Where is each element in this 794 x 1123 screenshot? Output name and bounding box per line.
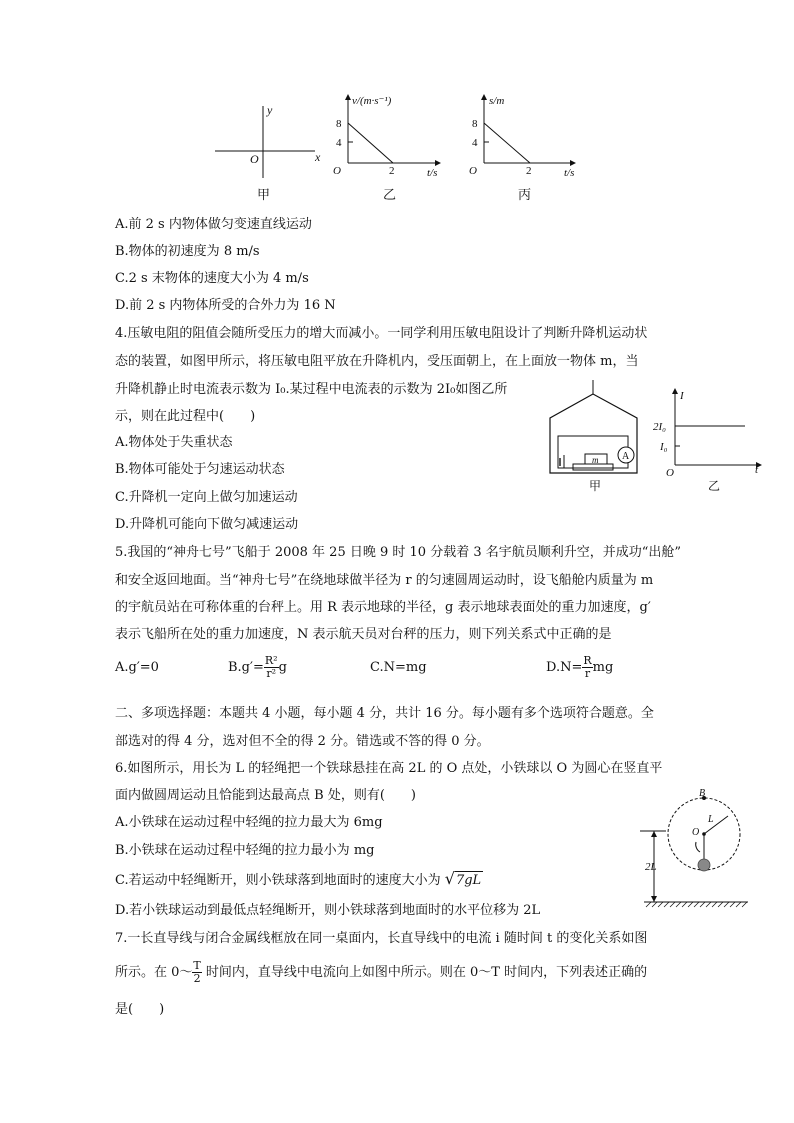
q6-option-d: D.若小铁球运动到最低点轻绳断开，则小铁球落到地面时的水平位移为 2L [115,903,541,918]
yi-tick-2: 2 [389,165,395,177]
q4-graph-i0: I₀ [660,441,668,453]
q7-stem-line-3: 是( ) [115,1002,165,1017]
q5-option-b-fraction [264,655,279,680]
q5-option-b-denominator: r² [266,667,277,680]
q6-option-a: A.小铁球在运动过程中轻绳的拉力最大为 6mg [115,815,383,830]
q4-fig-jia-caption: 甲 [589,479,602,493]
q4-option-b: B.物体可能处于匀速运动状态 [115,462,285,477]
q6-stem-line-2: 面内做圆周运动且恰能到达最高点 B 处，则有( ) [115,788,416,803]
q5-stem-line-1: 5.我国的“神舟七号”飞船于 2008 年 25 日晚 9 时 10 分载着 3 名宇航员顺利升空，并成功“出舱” [115,545,682,560]
yi-tick-8: 8 [336,118,342,130]
graph-jia [215,103,321,202]
q6-option-c [115,870,483,890]
q5-option-b [228,653,287,683]
q4-graph-origin: O [666,467,674,479]
q7-stem-line-2-prefix: 所示。在 0～ [115,965,193,980]
q6-circular-motion-figure [636,786,752,912]
q4-stem-line-2: 态的装置，如图甲所示，将压敏电阻平放在升降机内，受压面朝上，在上面放一物体 m，当 [115,354,639,369]
q6-fig-l-label: L [708,814,714,825]
ground-hatching [646,902,747,907]
section2-instructions-line-1: 二、多项选择题：本题共 4 小题，每小题 4 分，共计 16 分。每小题有多个选项符合题意。全 [115,706,654,721]
q4-elevator-figure [545,378,645,496]
q4-fig-ammeter-label: A [622,451,630,462]
q5-option-d-numerator: R [583,654,592,667]
graph-yi [333,94,441,202]
q5-option-b-prefix: B.g′= [228,660,264,675]
bing-tick-2: 2 [526,165,532,177]
q6-fig-b-label: B [699,788,706,799]
q5-option-d-suffix: mg [592,660,614,675]
q4-stem-line-1: 4.压敏电阻的阻值会随所受压力的增大而减小。一同学利用压敏电阻设计了判断升降机运动状 [115,326,648,341]
bing-caption: 丙 [518,187,532,202]
q7-fraction-numerator: T [193,959,201,972]
q4-stem-line-3: 升降机静止时电流表示数为 I₀.某过程中电流表的示数为 2I₀如图乙所 [115,382,508,397]
jia-x-label: x [315,150,321,164]
bing-tick-4: 4 [472,137,478,149]
bing-origin: O [469,165,477,177]
q3-option-c: C.2 s 末物体的速度大小为 4 m/s [115,271,309,286]
sqrt-icon: √ [444,869,455,888]
q5-option-d-fraction [582,655,592,680]
q5-option-c: C.N=mg [370,660,427,675]
q4-stem-line-4: 示，则在此过程中( ) [115,409,256,424]
q5-stem-line-3: 的宇航员站在可称体重的台秤上。用 R 表示地球的半径，g 表示地球表面处的重力加速度，g′ [115,600,651,615]
graph-bing [469,94,576,202]
q5-stem-line-4: 表示飞船所在处的重力加速度，N 表示航天员对台秤的压力，则下列关系式中正确的是 [115,627,612,642]
yi-origin: O [333,165,341,177]
q7-stem-line-2 [115,956,647,990]
jia-caption: 甲 [257,187,271,202]
yi-x-label: t/s [427,167,438,179]
motion-graphs-figure [205,88,595,208]
q6-option-c-prefix: C.若运动中轻绳断开，则小铁球落到地面时的速度大小为 [115,873,441,888]
jia-origin: O [250,152,259,166]
q4-graph-caption: 乙 [708,479,721,493]
q6-fig-o-label: O [692,827,700,838]
q6-option-b: B.小铁球在运动过程中轻绳的拉力最小为 mg [115,843,375,858]
q4-option-a: A.物体处于失重状态 [115,435,233,450]
q6-option-c-radicand: 7gL [455,873,482,888]
q5-option-b-numerator: R² [264,654,278,667]
bing-x-label: t/s [564,167,575,179]
yi-caption: 乙 [383,187,397,202]
bing-y-label: s/m [489,95,505,107]
yi-tick-4: 4 [336,137,342,149]
q7-stem-line-2-suffix: 时间内，直导线中电流向上如图中所示。则在 0～T 时间内，下列表述正确的 [201,965,648,980]
q4-fig-mass-label: m [592,455,599,465]
q3-option-b: B.物体的初速度为 8 m/s [115,244,260,259]
q4-graph-2i0: 2I₀ [653,421,666,433]
q4-graph-x-label: t [755,464,759,476]
q7-fraction-denominator: 2 [193,972,201,985]
q3-option-d: D.前 2 s 内物体所受的合外力为 16 N [115,298,336,313]
q5-stem-line-2: 和安全返回地面。当“神舟七号”在绕地球做半径为 r 的匀速圆周运动时，设飞船舱内质量为 m [115,573,654,588]
q7-stem-line-1: 7.一长直导线与闭合金属线框放在同一桌面内，长直导线中的电流 i 随时间 t 的变化关系如图 [115,931,648,946]
jia-y-label: y [267,103,273,117]
q5-option-d [546,653,613,683]
q6-fig-height-label: 2L [645,861,657,873]
q3-option-a: A.前 2 s 内物体做匀变速直线运动 [115,217,312,232]
q7-half-period-fraction [192,960,201,985]
q4-graph-y-label: I [680,390,684,402]
q5-option-d-prefix: D.N= [546,660,583,675]
q4-current-graph [652,385,764,495]
q5-option-a: A.g′=0 [115,660,159,675]
q6-stem-line-1: 6.如图所示，用长为 L 的轻绳把一个铁球悬挂在高 2L 的 O 点处，小铁球以 O 为圆心在竖直平 [115,761,663,776]
bing-tick-8: 8 [472,118,478,130]
section2-instructions-line-2: 部选对的得 4 分，选对但不全的得 2 分。错选或不答的得 0 分。 [115,734,490,749]
yi-y-label: v/(m·s⁻¹) [352,95,392,107]
q5-option-d-denominator: r [584,667,591,680]
q4-option-c: C.升降机一定向上做匀加速运动 [115,490,298,505]
q5-option-b-suffix: g [278,660,287,675]
q4-option-d: D.升降机可能向下做匀减速运动 [115,517,299,532]
